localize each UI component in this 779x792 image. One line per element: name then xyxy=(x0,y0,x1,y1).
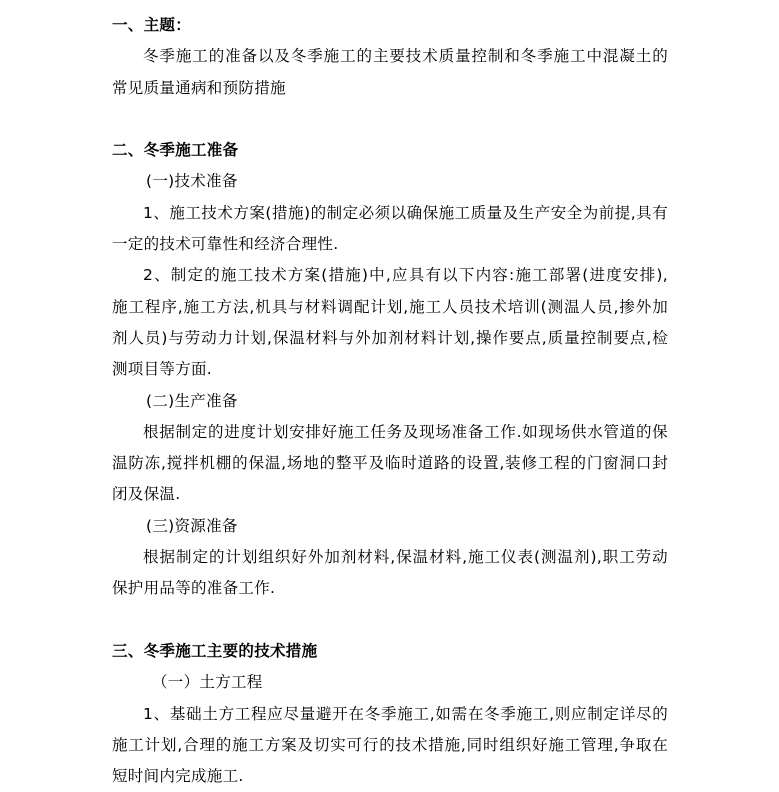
subsection-title-resource-prep: (三)资源准备 xyxy=(146,516,238,535)
paragraph-line: 冬季施工的准备以及冬季施工的主要技术质量控制和冬季施工中混凝土的 xyxy=(143,47,668,66)
paragraph-line: 一定的技术可靠性和经济合理性. xyxy=(112,235,339,254)
spacer xyxy=(112,104,668,135)
paragraph-line: 施工程序,施工方法,机具与材料调配计划,施工人员技术培训(测温人员,掺外加 xyxy=(112,297,668,316)
paragraph-line: 测项目等方面. xyxy=(112,360,213,379)
paragraph-line: 施工计划,合理的施工方案及切实可行的技术措施,同时组织好施工管理,争取在 xyxy=(112,735,668,754)
section-heading-topic: 一、主题： xyxy=(112,16,192,34)
paragraph-line: 保护用品等的准备工作. xyxy=(112,579,276,598)
section-heading-winter-prep: 二、冬季施工准备 xyxy=(112,141,239,160)
paragraph-line: 根据制定的进度计划安排好施工任务及现场准备工作.如现场供水管道的保 xyxy=(143,422,668,441)
document-page xyxy=(112,10,668,792)
paragraph-line: 温防冻,搅拌机棚的保温,场地的整平及临时道路的设置,装修工程的门窗洞口封 xyxy=(112,454,668,473)
spacer xyxy=(112,605,668,636)
paragraph-line: 根据制定的计划组织好外加剂材料,保温材料,施工仪表(测温剂),职工劳动 xyxy=(143,548,668,567)
paragraph-line: 1、基础土方工程应尽量避开在冬季施工,如需在冬季施工,则应制定详尽的 xyxy=(143,704,668,723)
paragraph-line: 闭及保温. xyxy=(112,485,181,504)
section-heading-tech-measures: 三、冬季施工主要的技术措施 xyxy=(112,641,318,660)
subsection-title-production-prep: (二)生产准备 xyxy=(146,391,238,410)
paragraph-line: 短时间内完成施工. xyxy=(112,767,244,786)
paragraph-line: 2、制定的施工技术方案(措施)中,应具有以下内容:施工部署(进度安排), xyxy=(143,266,668,285)
paragraph-line: 常见质量通病和预防措施 xyxy=(112,78,286,97)
subsection-title-earthwork: （一）土方工程 xyxy=(152,673,263,692)
subsection-title-tech-prep: (一)技术准备 xyxy=(146,172,238,191)
paragraph-line: 1、施工技术方案(措施)的制定必须以确保施工质量及生产安全为前提,具有 xyxy=(143,203,668,222)
paragraph-line: 剂人员)与劳动力计划,保温材料与外加剂材料计划,操作要点,质量控制要点,检 xyxy=(112,328,668,347)
